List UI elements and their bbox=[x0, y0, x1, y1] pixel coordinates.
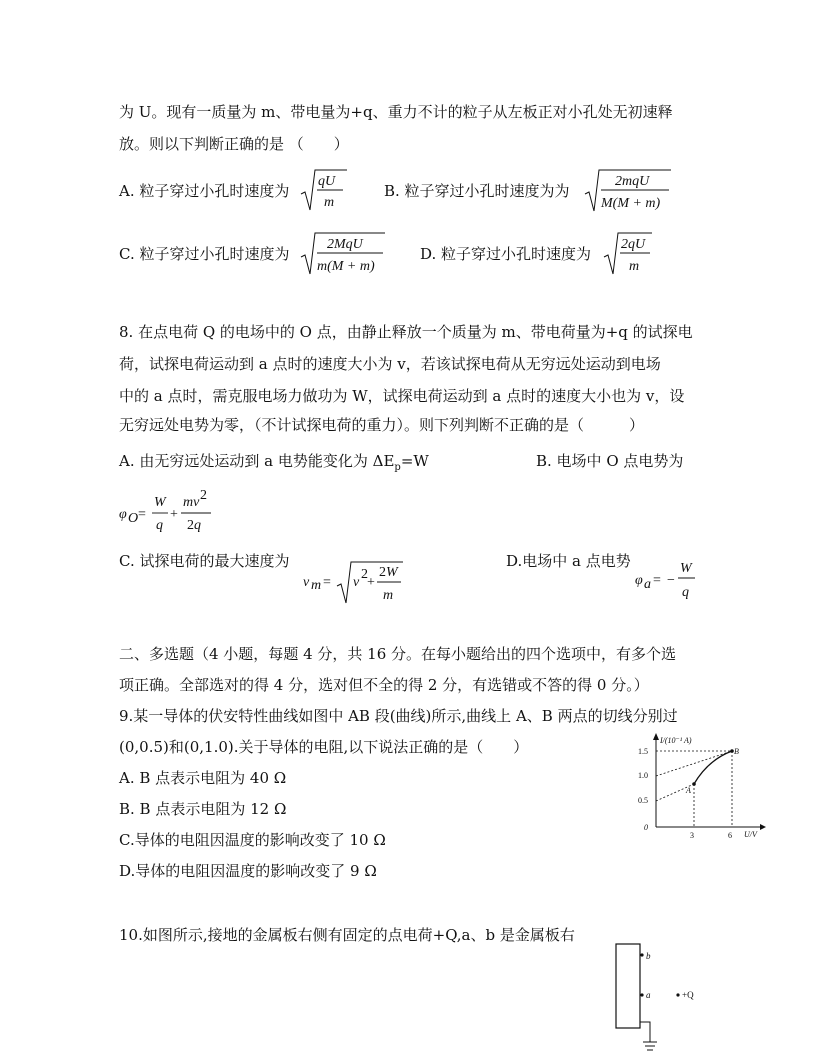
tangent-b bbox=[656, 751, 732, 776]
y-tick-1.5: 1.5 bbox=[638, 747, 648, 756]
svg-text:qU: qU bbox=[318, 174, 336, 189]
charge-dot bbox=[676, 993, 679, 996]
section2-line-2: 项正确。全部选对的得 4 分，选对但不全的得 2 分，有选错或不答的得 0 分。） bbox=[119, 676, 649, 694]
charge-label: +Q bbox=[682, 990, 694, 1000]
svg-text:a: a bbox=[644, 577, 651, 592]
q7-option-b-formula bbox=[583, 166, 675, 216]
svg-text:2MqU: 2MqU bbox=[327, 237, 363, 252]
q8-option-d-formula bbox=[635, 558, 699, 604]
q8-line-2: 荷，试探电荷运动到 a 点时的速度大小为 v，若该试探电荷从无穷远处运动到电场 bbox=[119, 355, 661, 373]
svg-text:m: m bbox=[324, 195, 335, 210]
point-a-label: A bbox=[686, 786, 691, 795]
x-axis-label: U/V bbox=[744, 830, 757, 839]
svg-text:W: W bbox=[154, 495, 166, 510]
q7-option-a-formula bbox=[299, 166, 349, 214]
q9-option-c: C.导体的电阻因温度的影响改变了 10 Ω bbox=[119, 831, 386, 849]
point-b-label: b bbox=[646, 951, 651, 961]
q8-option-c-formula bbox=[303, 558, 407, 608]
y-axis-arrow-icon bbox=[653, 733, 659, 740]
svg-text:2W: 2W bbox=[379, 565, 398, 580]
q9-line-1: 9.某一导体的伏安特性曲线如图中 AB 段(曲线)所示,曲线上 A、B 两点的切线分别过 bbox=[119, 707, 678, 725]
q8-option-c: C. 试探电荷的最大速度为 bbox=[119, 552, 290, 570]
q8-option-a: A. 由无穷远处运动到 a 电势能变化为 $\Delta E_p=W$ bbox=[119, 452, 429, 473]
q8-option-b-formula bbox=[119, 488, 219, 536]
svg-text:=: = bbox=[323, 575, 331, 590]
svg-text:m(M + m): m(M + m) bbox=[317, 259, 375, 274]
point-b-dot bbox=[640, 953, 643, 956]
x-tick-6: 6 bbox=[728, 831, 732, 840]
section2-line-1: 二、多选题（4 小题，每题 4 分，共 16 分。在每小题给出的四个选项中，有多个选 bbox=[119, 645, 677, 663]
q10-figure bbox=[610, 942, 710, 1056]
q7-option-d-formula bbox=[602, 229, 656, 279]
q7-option-b: B. 粒子穿过小孔时速度为为 bbox=[384, 182, 570, 200]
ground-icon bbox=[643, 1042, 657, 1050]
q8-line-1: 8. 在点电荷 Q 的电场中的 O 点，由静止释放一个质量为 m、带电荷量为+q 的试探电 bbox=[119, 323, 693, 341]
q7-option-a: A. 粒子穿过小孔时速度为 bbox=[119, 182, 290, 200]
svg-text:W: W bbox=[680, 561, 692, 576]
metal-plate bbox=[616, 944, 640, 1028]
svg-text:v: v bbox=[303, 575, 310, 590]
q7-option-c-formula bbox=[299, 229, 389, 279]
q8-line-4: 无穷远处电势为零，（不计试探电荷的重力）。则下列判断不正确的是（ ） bbox=[119, 416, 645, 434]
q9-option-d: D.导体的电阻因温度的影响改变了 9 Ω bbox=[119, 862, 377, 880]
svg-text:2qU: 2qU bbox=[621, 237, 646, 252]
q7-line-1: 为 U。现有一质量为 m、带电量为+q、重力不计的粒子从左板正对小孔处无初速释 bbox=[119, 103, 673, 121]
y-axis-label: I/(10⁻¹ A) bbox=[660, 736, 692, 745]
q8-option-b: B. 电场中 O 点电势为 bbox=[536, 452, 684, 470]
iv-characteristic-graph bbox=[630, 730, 770, 840]
svg-text:2q: 2q bbox=[187, 518, 201, 533]
y-tick-0.5: 0.5 bbox=[638, 796, 648, 805]
q8-option-d: D.电场中 a 点电势 bbox=[506, 552, 631, 570]
q7-option-c: C. 粒子穿过小孔时速度为 bbox=[119, 245, 290, 263]
point-a-dot bbox=[692, 782, 696, 786]
x-axis-arrow-icon bbox=[760, 824, 766, 830]
q9-line-2: (0,0.5)和(0,1.0).关于导体的电阻,以下说法正确的是（ ） bbox=[119, 738, 529, 756]
svg-text:m: m bbox=[383, 588, 394, 603]
svg-text:+: + bbox=[170, 507, 178, 522]
svg-text:q: q bbox=[682, 585, 689, 600]
q9-option-b: B. B 点表示电阻为 12 Ω bbox=[119, 800, 287, 818]
point-a-dot bbox=[640, 993, 643, 996]
svg-text:q: q bbox=[156, 518, 163, 533]
point-b-label: B bbox=[734, 747, 739, 756]
svg-text:φ: φ bbox=[635, 573, 643, 588]
svg-text:φ: φ bbox=[119, 507, 127, 522]
q9-option-a: A. B 点表示电阻为 40 Ω bbox=[119, 769, 287, 787]
origin-label: 0 bbox=[644, 823, 648, 832]
svg-text:M(M + m): M(M + m) bbox=[601, 196, 661, 211]
iv-curve-ab bbox=[694, 751, 732, 784]
q8-line-3: 中的 a 点时，需克服电场力做功为 W，试探电荷运动到 a 点时的速度大小也为 v，设 bbox=[119, 387, 685, 405]
svg-text:=: = bbox=[653, 573, 661, 588]
q7-option-d: D. 粒子穿过小孔时速度为 bbox=[420, 245, 592, 263]
q7-line-2: 放。则以下判断正确的是 （ ） bbox=[119, 135, 349, 153]
svg-text:m: m bbox=[629, 259, 640, 274]
svg-text:mv: mv bbox=[183, 495, 200, 510]
svg-text:+: + bbox=[367, 575, 375, 590]
y-tick-1.0: 1.0 bbox=[638, 771, 648, 780]
q10-line-1: 10.如图所示,接地的金属板右侧有固定的点电荷+Q,a、b 是金属板右 bbox=[119, 926, 575, 944]
svg-text:=: = bbox=[138, 507, 146, 522]
svg-text:−: − bbox=[667, 573, 675, 588]
x-tick-3: 3 bbox=[690, 831, 694, 840]
ground-wire bbox=[640, 1022, 650, 1042]
svg-text:m: m bbox=[311, 578, 322, 593]
svg-text:2: 2 bbox=[361, 567, 368, 582]
svg-text:2mqU: 2mqU bbox=[615, 174, 650, 189]
svg-text:O: O bbox=[128, 511, 139, 526]
svg-text:v: v bbox=[353, 575, 360, 590]
svg-text:2: 2 bbox=[200, 488, 207, 503]
point-a-label: a bbox=[646, 990, 651, 1000]
